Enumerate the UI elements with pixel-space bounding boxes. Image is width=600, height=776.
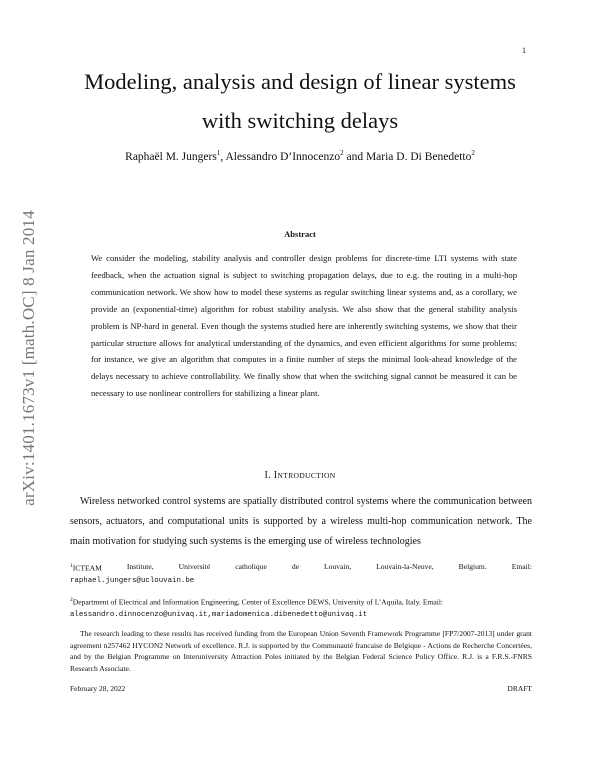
author-name: Raphaël M. Jungers	[125, 150, 217, 163]
author-separator: ,	[220, 150, 226, 163]
footnote-word: Email:	[511, 562, 532, 571]
affiliation-mark: 1	[216, 149, 221, 157]
section-title-rest: NTRODUCTION	[277, 471, 336, 480]
footnote-word: Belgium.	[458, 562, 487, 571]
footnote-1-email: raphael.jungers@uclouvain.be	[70, 577, 195, 586]
section-initial: I	[273, 470, 278, 481]
footnote-word: Louvain,	[323, 562, 352, 571]
footnote-word: de	[291, 562, 299, 571]
footnote-word: Louvain-la-Neuve,	[376, 562, 434, 571]
footnotes	[70, 561, 532, 674]
footnote-mark: 1	[70, 563, 73, 569]
abstract-heading: Abstract	[284, 229, 316, 239]
footnote-word: Institute,	[126, 562, 154, 571]
footnote-mark: 2	[70, 596, 73, 603]
author-list	[60, 149, 540, 163]
footnote-2-email: alessandro.dinnocenzo@univaq.it,mariadomenica.dibenedetto@univaq.it	[70, 610, 368, 619]
author-name: Maria D. Di Benedetto	[365, 150, 472, 163]
funding-note: The research leading to these results has received funding from the European Union Seventh Framework Programme [FP7/2007-2013] under grant agreement n257462 HYCON2 Network of excellence. R.J. is supported by the Communauté francaise de Belgique - Actions de Recherche Concertées, and by the Belgian Programme on Interuniversity Attraction Poles initiated by the Belgian Federal Science Policy Office. R.J. is a F.R.S.-FNRS Research Associate.	[70, 629, 532, 673]
paper-title: Modeling, analysis and design of linear systems with switching delays	[84, 69, 516, 133]
abstract-text: We consider the modeling, stability analysis and controller design problems for discrete-time LTI systems with state feedback, when the actuation signal is subject to switching propagation delays, due to e.g. the routing in a multi-hop communication network. We show how to model these systems as regular switching linear systems and, as a corollary, we provide an (exponential-time) algorithm for robust stability analysis. We also show that the general stability analysis problem is NP-hard in general. Even though the systems studied here are inherently switching systems, we show that their particular structure allows for analytical understanding of the dynamics, and even efficient algorithms for some problems: for instance, we give an algorithm that computes in a finite number of steps the minimal look-ahead knowledge of the delays necessary to achieve controllability. We finally show that when the switching signal cannot be measured it can be necessary to use nonlinear controllers for stabilizing a linear plant.	[91, 253, 517, 399]
footnote-1-line	[70, 561, 532, 574]
affiliation-mark: 2	[340, 149, 344, 157]
section-heading	[0, 470, 600, 481]
affiliation-mark: 2	[471, 149, 475, 157]
section-numeral: I.	[264, 470, 271, 481]
page-number: 1	[522, 46, 526, 55]
footer-date: February 28, 2022	[70, 684, 126, 693]
footnote-word: $^1$ICTEAM	[70, 563, 102, 573]
footnote-word: Université	[178, 562, 211, 571]
author-name: Alessandro D’Innocenzo	[225, 150, 341, 163]
footnote-2-text: Department of Electrical and Information Engineering, Center of Excellence DEWS, University of L’Aquila, Italy. Email:	[72, 597, 444, 607]
footer-draft: DRAFT	[507, 684, 532, 693]
arxiv-stamp-text: arXiv:1401.1673v1 [math.OC] 8 Jan 2014	[19, 210, 38, 506]
footnote-word: catholique	[235, 562, 267, 571]
author-separator: and	[343, 150, 366, 163]
introduction-paragraph: Wireless networked control systems are spatially distributed control systems where the communication between sensors, actuators, and computational units is supported by a wireless multi-hop communication network. The main motivation for studying such systems is the emerging use of wireless technologies	[70, 496, 532, 548]
footnote-2	[70, 595, 532, 608]
